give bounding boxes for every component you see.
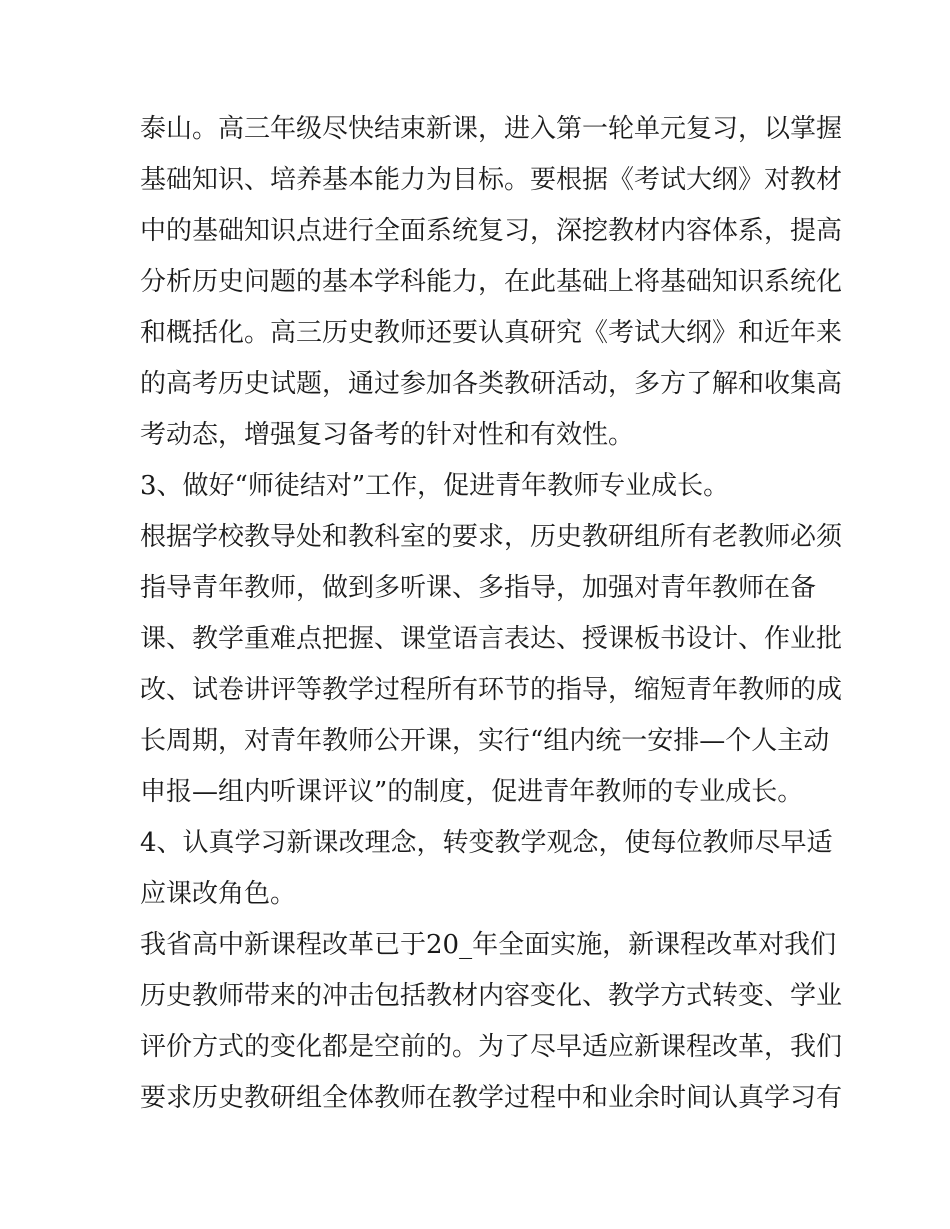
text-line: 要求历史教研组全体教师在教学过程中和业余时间认真学习有 xyxy=(140,1083,843,1113)
text-line: 和概括化。高三历史教师还要认真研究《考试大纲》和近年来 xyxy=(140,318,843,348)
section-heading-4-cont: 应课改角色。 xyxy=(140,879,297,909)
text-line: 泰山。高三年级尽快结束新课，进入第一轮单元复习，以掌握 xyxy=(140,114,843,144)
text-line: 分析历史问题的基本学科能力，在此基础上将基础知识系统化 xyxy=(140,267,843,297)
document-body xyxy=(140,104,843,1124)
text-line: 长周期，对青年教师公开课，实行“组内统一安排—个人主动 xyxy=(140,726,830,756)
text-line: 的高考历史试题，通过参加各类教研活动，多方了解和收集高 xyxy=(140,369,843,399)
text-line: 申报—组内听课评议”的制度，促进青年教师的专业成长。 xyxy=(140,777,804,807)
text-line: 评价方式的变化都是空前的。为了尽早适应新课程改革，我们 xyxy=(140,1032,843,1062)
text-line: 指导青年教师，做到多听课、多指导，加强对青年教师在备 xyxy=(140,573,817,603)
text-line: 考动态，增强复习备考的针对性和有效性。 xyxy=(140,420,635,450)
text-line: 课、教学重难点把握、课堂语言表达、授课板书设计、作业批 xyxy=(140,624,843,654)
text-line: 我省高中新课程改革已于20_年全面实施，新课程改革对我们 xyxy=(140,930,837,960)
text-line: 改、试卷讲评等教学过程所有环节的指导，缩短青年教师的成 xyxy=(140,675,843,705)
section-heading-3: 3、做好“师徒结对”工作，促进青年教师专业成长。 xyxy=(140,471,730,501)
text-line: 基础知识、培养基本能力为目标。要根据《考试大纲》对教材 xyxy=(140,165,843,195)
text-line: 历史教师带来的冲击包括教材内容变化、教学方式转变、学业 xyxy=(140,981,843,1011)
text-line: 中的基础知识点进行全面系统复习，深挖教材内容体系，提高 xyxy=(140,216,843,246)
section-heading-4: 4、认真学习新课改理念，转变教学观念，使每位教师尽早适 xyxy=(140,828,833,858)
text-line: 根据学校教导处和教科室的要求，历史教研组所有老教师必须 xyxy=(140,522,843,552)
